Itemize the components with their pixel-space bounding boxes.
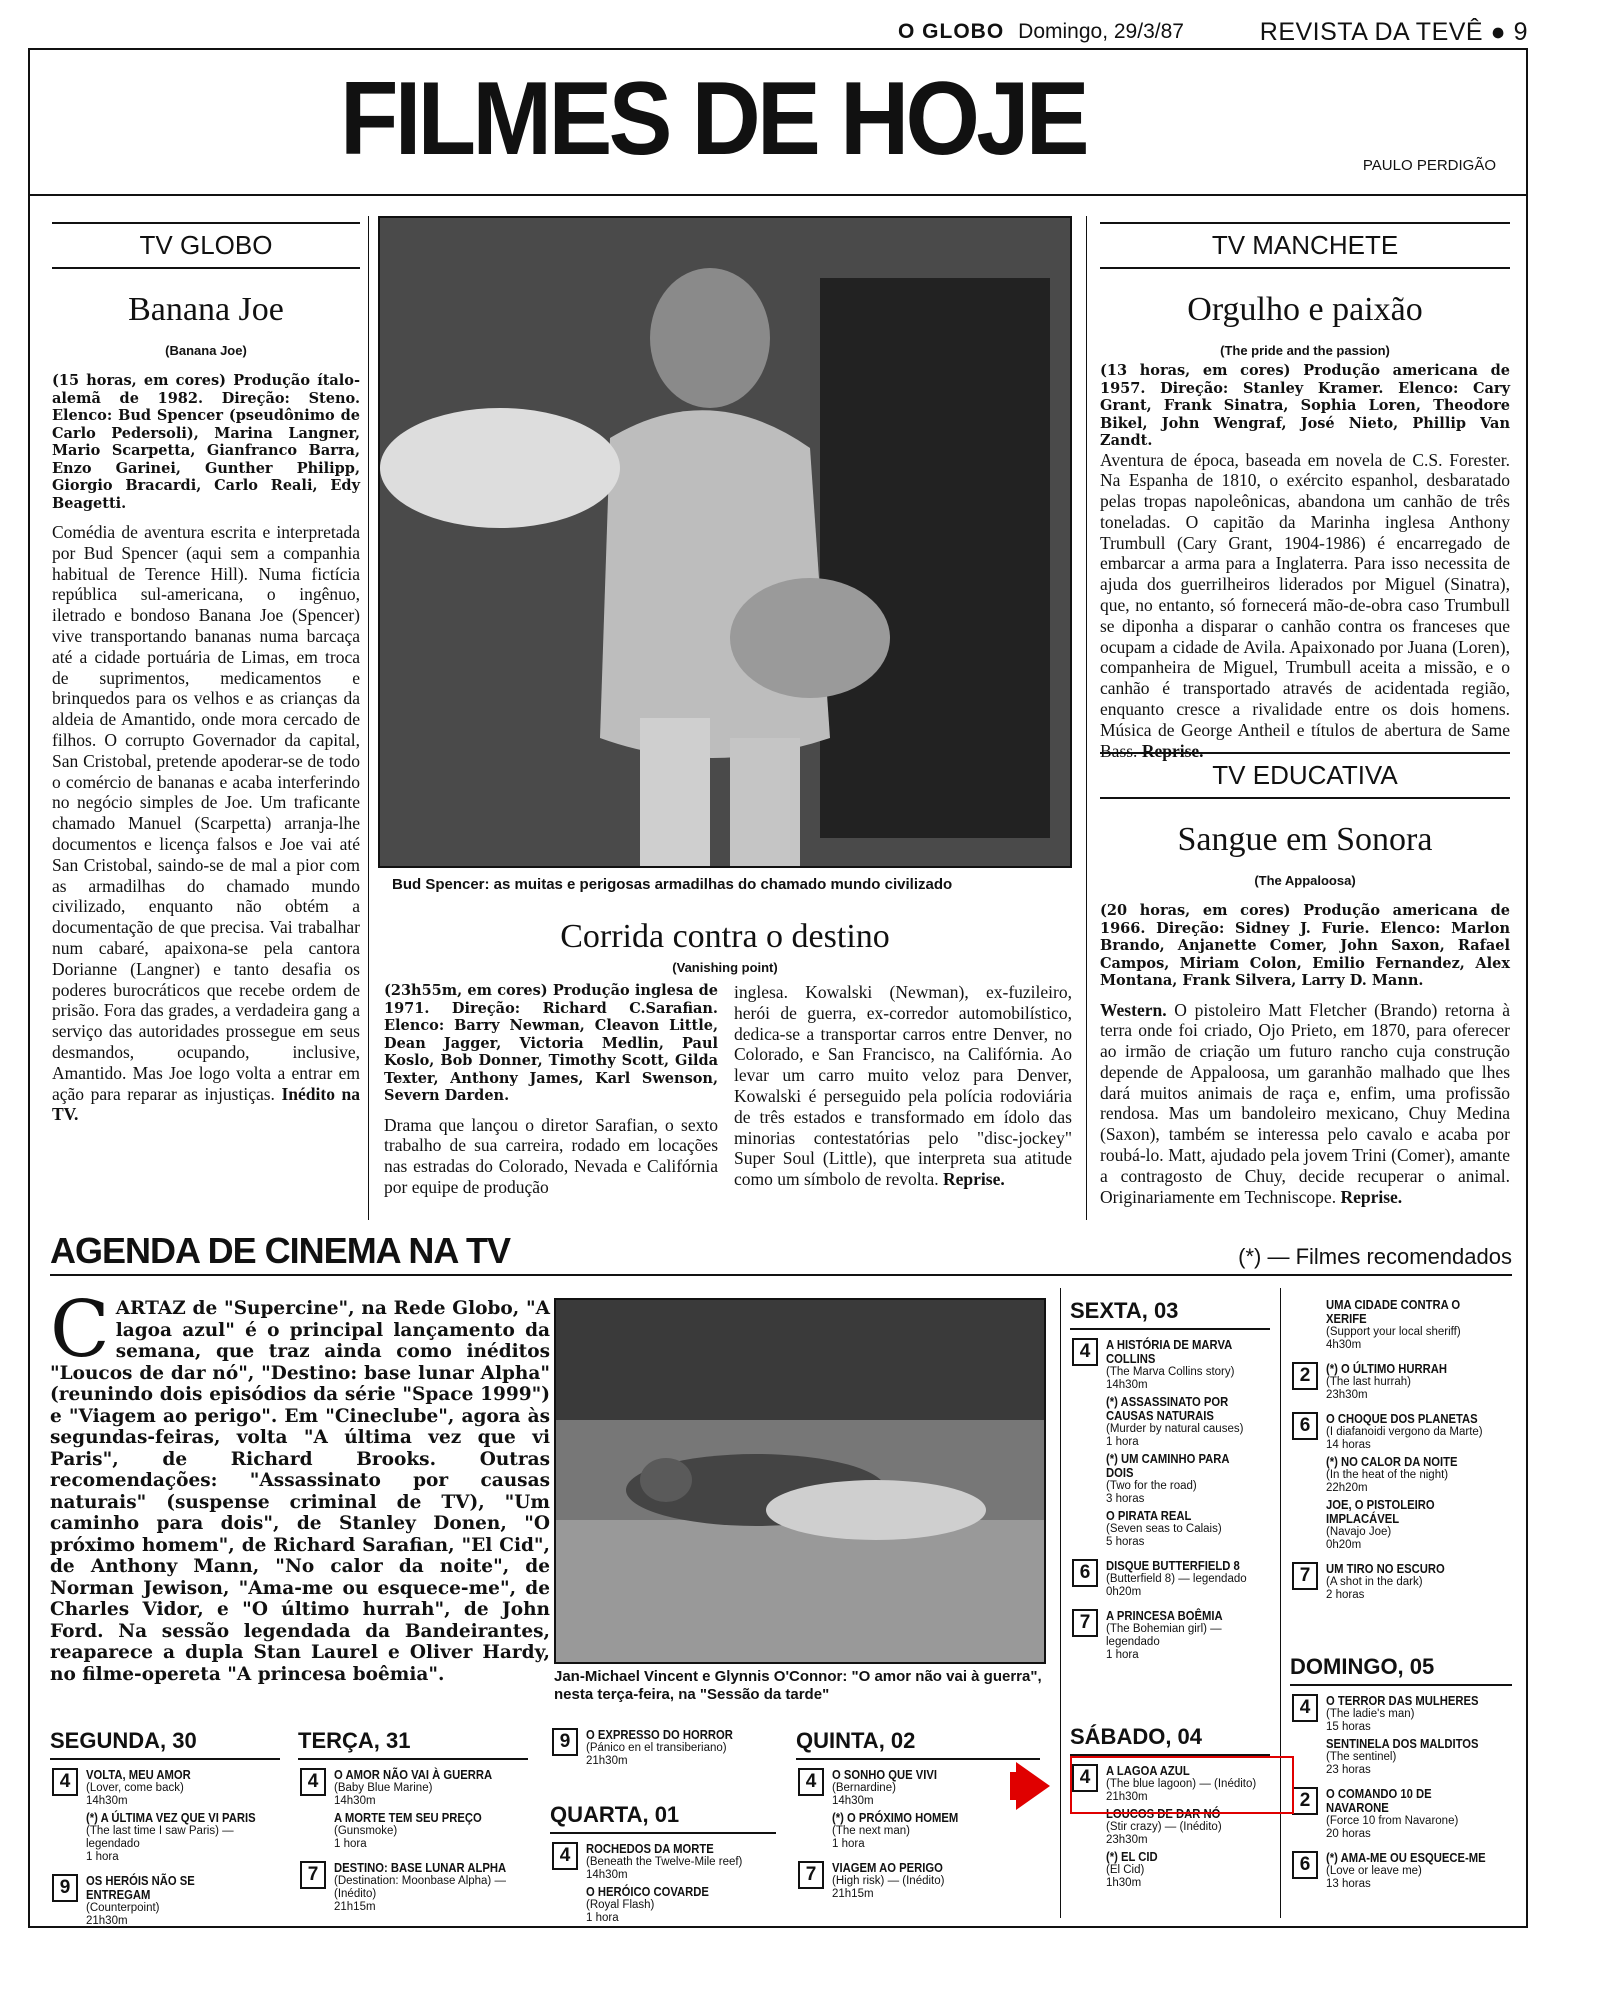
day-heading: SEXTA, 03 [1070, 1298, 1270, 1330]
photo-caption: Bud Spencer: as muitas e perigosas armadilhas do chamado mundo civilizado [392, 876, 953, 893]
film-listing-title: (*) EL CID [1106, 1850, 1158, 1864]
film-listing-title: (*) O PRÓXIMO HOMEM [832, 1811, 959, 1825]
byline: PAULO PERDIGÃO [1362, 157, 1496, 174]
film-listing-time: 1 hora [586, 1912, 619, 1924]
channel-entry [1070, 1559, 1270, 1599]
agenda-title: AGENDA DE CINEMA NA TV [50, 1230, 511, 1271]
film-listing-title: (*) O ÚLTIMO HURRAH [1326, 1362, 1448, 1376]
film-listing [1326, 1851, 1512, 1891]
film-listing-original: (Gunsmoke) [334, 1825, 398, 1837]
review-tag: Reprise. [1340, 1186, 1403, 1207]
film-listing-title: O SONHO QUE VIVI [832, 1768, 938, 1782]
film-listing-title: DISQUE BUTTERFIELD 8 [1106, 1559, 1240, 1573]
film-credits: (20 horas, em cores) Produção americana de 1966. Direção: Sidney J. Furie. Elenco: Marlon Brando, Anjanette Comer, John Saxon, Rafael Campos, Miriam Colon, Emilio Fernandez, Alex Montana, Frank Silvera, Larry D. Mann. [1100, 902, 1510, 989]
film-listing-original: (The last hurrah) [1326, 1376, 1412, 1388]
film-listing-original: (Baby Blue Marine) [334, 1782, 433, 1794]
film-listing-original: (Navajo Joe) [1326, 1526, 1392, 1538]
film-listing-original: (Love or leave me) [1326, 1865, 1422, 1877]
column-rule [1086, 216, 1087, 1220]
channel-number: 9 [552, 1728, 578, 1756]
film-listing [1106, 1452, 1270, 1506]
film-listing-time: 1 hora [86, 1851, 119, 1863]
section-name: REVISTA DA TEVÊ ● 9 [1259, 18, 1528, 46]
film-listing-time: 14h30m [832, 1795, 874, 1807]
film-listing [334, 1768, 528, 1808]
film-listing-original: (Royal Flash) [586, 1899, 655, 1911]
film-listing [334, 1861, 528, 1914]
channel-number: 7 [1292, 1562, 1318, 1590]
film-listing-title: VOLTA, MEU AMOR [86, 1768, 191, 1782]
genre-lead: Western. [1100, 999, 1167, 1020]
film-listing-original: (El Cid) [1106, 1864, 1145, 1876]
channel-heading: TV GLOBO [52, 222, 360, 269]
film-listing [1326, 1455, 1512, 1495]
film-credits: (15 horas, em cores) Produção ítalo-alemã de 1982. Direção: Steno. Elenco: Bud Spencer (pseudônimo de Carlo Pedersoli), Marina Langner, Mario Scarpetta, Gianfranco Barra, Enzo Garinei, Gunther Philipp, Giorgio Bracardi, Carlo Reali, Edy Beagetti. [52, 372, 360, 512]
film-listing-title: VIAGEM AO PERIGO [832, 1861, 943, 1875]
channel-entry [1290, 1298, 1512, 1352]
film-listing [832, 1861, 1040, 1901]
film-listing-title: A LAGOA AZUL [1106, 1764, 1190, 1778]
film-listing [1106, 1509, 1270, 1549]
agenda-photo [554, 1298, 1046, 1664]
highlight-box [1070, 1756, 1294, 1814]
film-listing-original: (The Bohemian girl) — legendado [1106, 1623, 1222, 1648]
film-listing-time: 14h30m [1106, 1379, 1148, 1391]
channel-number: 7 [300, 1861, 326, 1889]
channel-heading: TV MANCHETE [1100, 222, 1510, 269]
film-listing-time: 20 horas [1326, 1828, 1371, 1840]
film-listing [1326, 1694, 1512, 1734]
film-listing-time: 21h15m [832, 1888, 874, 1900]
film-listing [86, 1811, 280, 1864]
film-listing-original: (Murder by natural causes) [1106, 1423, 1244, 1435]
channel-entry [1290, 1412, 1512, 1552]
film-title: Banana Joe [128, 291, 284, 328]
film-listing-time: 0h20m [1326, 1539, 1362, 1551]
channel-number: 4 [300, 1768, 326, 1796]
film-listing [1326, 1737, 1512, 1777]
photo-illustration [380, 218, 1072, 868]
channel-number: 4 [552, 1842, 578, 1870]
film-listing-title: UM TIRO NO ESCURO [1326, 1562, 1445, 1576]
review-text: Comédia de aventura escrita e interpretada por Bud Spencer (aqui sem a companhia habitual de Terence Hill). Numa fictícia república sul-americana, o ingênuo, iletrado e bondoso Banana Joe (Spencer) vive transportando bananas numa barcaça até a cidade portuária de Limas, em troca de suprimentos, medicamentos e brinquedos para os velhos e as crianças da aldeia de Amantido, onde mora cercado de filhos. O corrupto Governador da capital, San Cristobal, pretende apoderar-se de todo o comércio de bananas e acaba interferindo no negócio simples de Joe. Um traficante chamado Manuel (Scarpetta) arranja-lhe documentos e licença falsos e Joe vai até San Cristobal, saindo-se de mal a pior com as armadilhas do chamado mundo civilizado, enquanto não obtém a documentação de que precisa. Vai trabalhar num cabaré, apaixona-se pela cantora Dorianne (Langner) e tanto desafia os poderes burocráticos que recebe ordem de prisão. Fora das grades, a verdadeira gang a serviço das autoridades prossegue em seus desmandos, ocupando, inclusive, Amantido. Mas Joe logo volta a entrar em ação para reparar as injustiças. [52, 522, 360, 1104]
film-listing-original: (Pánico en el transiberiano) [586, 1742, 727, 1754]
film-listing-time: 3 horas [1106, 1493, 1145, 1505]
film-listing-time: 5 horas [1106, 1536, 1145, 1548]
film-review [52, 522, 360, 1125]
column-rule [1280, 1288, 1281, 1918]
corrida-col-1 [384, 982, 718, 1198]
film-listing-original: (In the heat of the night) [1326, 1469, 1449, 1481]
film-listing-title: O EXPRESSO DO HORROR [586, 1728, 733, 1742]
agenda-lead-text [50, 1285, 550, 1685]
day-terca [298, 1728, 528, 1924]
day-heading: DOMINGO, 05 [1290, 1654, 1512, 1686]
channel-entry [1290, 1362, 1512, 1402]
issue-date: Domingo, 29/3/87 [1018, 20, 1184, 43]
film-listing-original: (Force 10 from Navarone) [1326, 1815, 1459, 1827]
film-listing-time: 1 hora [1106, 1436, 1139, 1448]
channel-entry [298, 1861, 528, 1914]
channel-number: 6 [1292, 1851, 1318, 1879]
channel-entry [1290, 1787, 1512, 1841]
channel-number: 7 [798, 1861, 824, 1889]
film-credits: (23h55m, em cores) Produção inglesa de 1971. Direção: Richard C.Sarafian. Elenco: Barry Newman, Cleavon Little, Dean Jagger, Victoria Medlin, Paul Koslo, Bob Donner, Timothy Scott, Gilda Texter, Anthony James, Karl Swenson, Severn Darden. [384, 982, 718, 1104]
film-listing-original: (Destination: Moonbase Alpha) — (Inédito) [334, 1875, 506, 1900]
film-listing-time: 14h30m [86, 1795, 128, 1807]
film-listing-title: JOE, O PISTOLEIRO IMPLACÁVEL [1326, 1498, 1435, 1526]
film-listing-original: (The blue lagoon) — (Inédito) [1106, 1778, 1257, 1790]
channel-entry [1290, 1562, 1512, 1602]
day-heading: TERÇA, 31 [298, 1728, 528, 1760]
film-listing-original: (High risk) — (Inédito) [832, 1875, 945, 1887]
channel-number: 6 [1292, 1412, 1318, 1440]
channel-number: 6 [1072, 1559, 1098, 1587]
day-quarta [550, 1802, 776, 1935]
film-listing-original: (The next man) [832, 1825, 910, 1837]
lead-paragraph: ARTAZ de "Supercine", na Rede Globo, "A lagoa azul" é o principal lançamento da semana, que traz ainda como inéditos "Loucos de dar nó", "Destino: base lunar Alpha" (reunindo dois episódios da série "Space 1999") e "Viagem ao perigo". Em "Cineclube", agora às segundas-feiras, volta "A última vez que vi Paris", de Richard Brooks. Outras recomendações: "Assassinato por causas naturais" (suspense criminal de TV), "Um caminho para dois", de Stanley Donen, "O próximo homem", de Richard Sarafian, "El Cid", de Anthony Mann, "No calor da noite", de Norman Jewison, "Ama-me ou esquece-me", de Charles Vidor, e "O último hurrah", de John Ford. Na sessão legendada da Bandeirantes, reaparece a dupla Stan Laurel e Oliver Hardy, no filme-opereta "A princesa boêmia". [50, 1298, 550, 1685]
film-listing [832, 1811, 1040, 1851]
film-listing-original: (The last time I saw Paris) — legendado [86, 1825, 234, 1850]
tv-manchete-column [1100, 222, 1510, 761]
film-listing-title: SENTINELA DOS MALDITOS [1326, 1737, 1479, 1751]
channel-entry [1070, 1609, 1270, 1662]
film-listing-time: 0h20m [1106, 1586, 1142, 1598]
film-listing-title: (*) A ÚLTIMA VEZ QUE VI PARIS [86, 1811, 256, 1825]
film-listing [586, 1842, 776, 1882]
film-listing [586, 1728, 776, 1768]
film-listing [1106, 1609, 1270, 1662]
film-listing [334, 1811, 528, 1851]
film-listing-time: 21h30m [586, 1755, 628, 1767]
page-frame [28, 48, 1528, 1928]
original-title: (The pride and the passion) [1220, 343, 1390, 358]
channel-number: 4 [798, 1768, 824, 1796]
channel-entry [796, 1861, 1040, 1901]
tv-educativa-column [1100, 752, 1510, 1207]
film-listing-time: 1 hora [1106, 1649, 1139, 1661]
film-listing-title: (*) ASSASSINATO POR CAUSAS NATURAIS [1106, 1395, 1229, 1423]
film-listing-time: 21h15m [334, 1901, 376, 1913]
film-listing-time: 2 horas [1326, 1589, 1365, 1601]
film-listing [1106, 1559, 1270, 1599]
day-sexta [1070, 1298, 1270, 1672]
channel-entry [298, 1768, 528, 1851]
column-rule [1060, 1288, 1061, 1918]
film-listing [1326, 1412, 1512, 1452]
channel-entry [550, 1728, 776, 1768]
channel-number: 2 [1292, 1787, 1318, 1815]
film-listing [1106, 1395, 1270, 1449]
review-text-2: inglesa. Kowalski (Newman), ex-fuzileiro, herói de guerra, ex-corredor automobilístico, dedica-se a transportar carros entre Denver, no Colorado, e San Francisco, na Califórnia. Ao levar um carro muito veloz para Denver, Kowalski é perseguido pela polícia rodoviária de três estados e transformado em ídolo das minorias contestatórias pelo "disc-jockey" Super Soul (Little), que interpreta sua atitude como um símbolo de revolta. [734, 982, 1072, 1190]
channel-number: 4 [1072, 1338, 1098, 1366]
film-listing-title: A PRINCESA BOÊMIA [1106, 1609, 1223, 1623]
film-listing-original: (Beneath the Twelve-Mile reef) [586, 1856, 743, 1868]
channel-entry [1290, 1694, 1512, 1777]
day-segunda [50, 1728, 280, 1938]
film-listing-original: (The Marva Collins story) [1106, 1366, 1235, 1378]
banner [30, 50, 1526, 196]
film-listing-time: 1h30m [1106, 1877, 1142, 1889]
film-listing-original: (The sentinel) [1326, 1751, 1397, 1763]
tv-globo-column [52, 222, 360, 1125]
film-listing-title: O CHOQUE DOS PLANETAS [1326, 1412, 1478, 1426]
day-heading: SEGUNDA, 30 [50, 1728, 280, 1760]
film-listing-title: DESTINO: BASE LUNAR ALPHA [334, 1861, 507, 1875]
film-listing-title: A MORTE TEM SEU PREÇO [334, 1811, 482, 1825]
column-rule [368, 216, 369, 1220]
channel-number: 9 [52, 1874, 78, 1902]
drop-cap: C [50, 1285, 110, 1375]
film-title: Sangue em Sonora [1177, 821, 1433, 858]
film-listing-time: 4h30m [1326, 1339, 1362, 1351]
film-listing-original: (Seven seas to Calais) [1106, 1523, 1222, 1535]
film-listing-original: (Counterpoint) [86, 1902, 160, 1914]
channel-entry [550, 1842, 776, 1925]
film-listing-title: (*) AMA-ME OU ESQUECE-ME [1326, 1851, 1486, 1865]
film-listing-title: O COMANDO 10 DE NAVARONE [1326, 1787, 1432, 1815]
channel-entry [796, 1768, 1040, 1851]
day-terca-cont [550, 1728, 776, 1778]
review-text: O pistoleiro Matt Fletcher (Brando) retorna à terra onde foi criado, Ojo Prieto, em 1870, para oferecer ao irmão de criação um futuro rancho cuja construção depende de Appaloosa, um garanhão malhado que lhes dará muitos animais de raça e, enfim, uma profissão rendosa. Mas um bandoleiro mexicano, Chuy Medina (Saxon), também se interessa pelo cavalo e acaba por roubá-lo. Matt, ajudado pela jovem Trini (Comer), amante a contragosto de Chuy, decide recuperar o animal. Originariamente em Techniscope. [1100, 999, 1511, 1207]
film-listing-original: (Two for the road) [1106, 1480, 1197, 1492]
film-listing-title: ROCHEDOS DA MORTE [586, 1842, 714, 1856]
film-listing [1326, 1298, 1512, 1352]
film-title: Orgulho e paixão [1187, 291, 1423, 328]
film-listing-title: O AMOR NÃO VAI À GUERRA [334, 1768, 493, 1782]
agenda-header [50, 1230, 1512, 1276]
film-listing-time: 23 horas [1326, 1764, 1371, 1776]
channel-heading: TV EDUCATIVA [1100, 752, 1510, 799]
film-listing [86, 1768, 280, 1808]
day-heading: QUARTA, 01 [550, 1802, 776, 1834]
film-listing-time: 22h20m [1326, 1482, 1368, 1494]
review-continued [734, 982, 1072, 1190]
film-listing-time: 1 hora [334, 1838, 367, 1850]
channel-number: 4 [1292, 1694, 1318, 1722]
film-listing [832, 1768, 1040, 1808]
page-header [28, 14, 1528, 50]
film-listing-time: 21h30m [86, 1915, 128, 1927]
photo-illustration [556, 1300, 1046, 1664]
film-listing-title: O PIRATA REAL [1106, 1509, 1192, 1523]
agenda-photo-caption: Jan-Michael Vincent e Glynnis O'Connor: "O amor não vai à guerra", nesta terça-feira, na "Sessão da tarde" [554, 1668, 1042, 1703]
film-credits: (13 horas, em cores) Produção americana de 1957. Direção: Stanley Kramer. Elenco: Cary Grant, Frank Sinatra, Sophia Loren, Theodore Bikel, John Wengraf, José Nieto, Phillip Van Zandt. [1100, 362, 1510, 449]
recommended-legend: (*) — Filmes recomendados [1238, 1244, 1512, 1269]
film-review [1100, 450, 1510, 762]
film-listing [86, 1874, 280, 1928]
review-text: Drama que lançou o diretor Sarafian, o sexto trabalho de sua carreira, rodado em locações nas estradas do Colorado, Nevada e Califórnia por equipe de produção [384, 1114, 718, 1197]
review-text: Aventura de época, baseada em novela de C.S. Forester. Na Espanha de 1810, o exército espanhol, desbaratado pelas tropas napoleônicas, abandona um canhão de três toneladas. O capitão da Marinha inglesa Anthony Trumbull (Cary Grant, 1904-1986) é encarregado de embarcar a arma para a Inglaterra. Para isso necessita de ajuda dos guerrilheiros liderados por Miguel (Sinatra), que, no entanto, só fornecerá mão-de-obra caso Trumbull se diponha a disparar o canhão contra os franceses que ocupam a cidade de Avila. Apaixonado por Juana (Loren), companheira de Miguel, Trumbull aceita a missão, e o canhão é transportado através de acidentada região, enquanto cresce a rivalidade entre os dois homens. Música de George Antheil e títulos de abertura de Same Bass. [1100, 449, 1510, 761]
paper-name: O GLOBO [898, 20, 1005, 43]
channel-entry [50, 1874, 280, 1928]
review-tag: Reprise. [943, 1169, 1005, 1190]
film-listing-original: (Stir crazy) — (Inédito) [1106, 1821, 1222, 1833]
film-listing [1106, 1338, 1270, 1392]
channel-number: 2 [1292, 1362, 1318, 1390]
film-listing-time: 21h30m [1106, 1791, 1148, 1803]
highlight-arrow-icon [1016, 1762, 1050, 1810]
film-listing-title: UMA CIDADE CONTRA O XERIFE [1326, 1298, 1461, 1326]
review-tag: Reprise. [1141, 740, 1204, 761]
film-listing-title: O TERROR DAS MULHERES [1326, 1694, 1479, 1708]
film-listing-time: 23h30m [1106, 1834, 1148, 1846]
channel-entry [1290, 1851, 1512, 1891]
original-title: (Banana Joe) [165, 343, 247, 358]
film-listing-title: O HERÓICO COVARDE [586, 1885, 709, 1899]
channel-entry [1070, 1338, 1270, 1549]
channel-number: 7 [1072, 1609, 1098, 1637]
film-listing [1326, 1362, 1512, 1402]
film-listing-title: A HISTÓRIA DE MARVA COLLINS [1106, 1338, 1232, 1366]
film-listing-time: 13 horas [1326, 1878, 1371, 1890]
corrida-col-2 [734, 982, 1072, 1190]
day-quinta [796, 1728, 1040, 1911]
film-listing [1326, 1498, 1512, 1552]
film-listing-time: 23h30m [1326, 1389, 1368, 1401]
film-listing-title: (*) UM CAMINHO PARA DOIS [1106, 1452, 1230, 1480]
day-heading: QUINTA, 02 [796, 1728, 1040, 1760]
film-listing-original: (A shot in the dark) [1326, 1576, 1423, 1588]
film-listing-original: (Support your local sheriff) [1326, 1326, 1461, 1338]
day-sexta-cont [1290, 1298, 1512, 1612]
film-listing-time: 1 hora [832, 1838, 865, 1850]
film-listing [1326, 1787, 1512, 1841]
film-listing-time: 15 horas [1326, 1721, 1371, 1733]
film-listing-time: 14h30m [334, 1795, 376, 1807]
header-paper-date [898, 20, 1184, 44]
film-listing-time: 14h30m [586, 1869, 628, 1881]
film-listing-original: (Bernardine) [832, 1782, 896, 1794]
page-title: FILMES DE HOJE [340, 61, 1086, 177]
film-title: Corrida contra o destino [560, 918, 890, 955]
film-listing-title: (*) NO CALOR DA NOITE [1326, 1455, 1458, 1469]
film-listing-original: (The ladie's man) [1326, 1708, 1415, 1720]
film-listing-time: 14 horas [1326, 1439, 1371, 1451]
film-listing-original: (I diafanoidi vergono da Marte) [1326, 1426, 1483, 1438]
original-title: (Vanishing point) [672, 960, 778, 975]
film-photo [378, 216, 1072, 868]
day-domingo [1290, 1654, 1512, 1901]
film-review [1100, 1000, 1510, 1208]
review-tag: Inédito na TV. [52, 1083, 360, 1125]
channel-number: 4 [1072, 1764, 1098, 1792]
film-listing-original: (Lover, come back) [86, 1782, 184, 1794]
original-title: (The Appaloosa) [1254, 873, 1356, 888]
film-listing [1106, 1850, 1270, 1890]
day-heading: SÁBADO, 04 [1070, 1724, 1270, 1756]
corrida-article [378, 918, 1072, 975]
channel-number: 4 [52, 1768, 78, 1796]
film-listing-title: LOUCOS DE DAR NÓ [1106, 1807, 1221, 1821]
film-listing-original: (Butterfield 8) — legendado [1106, 1573, 1247, 1585]
film-listing [1326, 1562, 1512, 1602]
film-listing [586, 1885, 776, 1925]
film-listing-title: OS HERÓIS NÃO SE ENTREGAM [86, 1874, 195, 1902]
channel-entry [50, 1768, 280, 1864]
